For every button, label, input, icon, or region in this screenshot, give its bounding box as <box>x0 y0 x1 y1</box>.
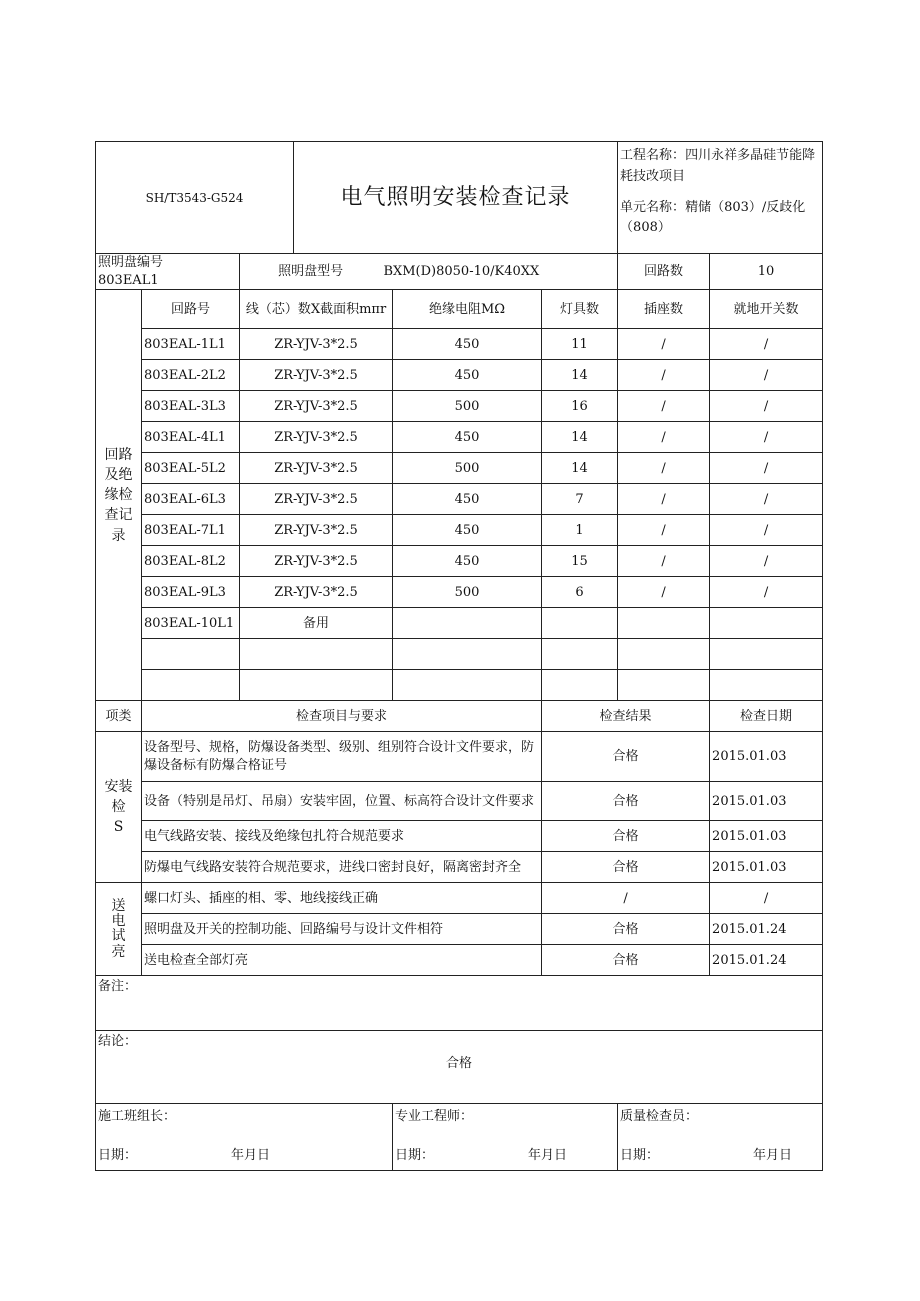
circuit-lamps <box>542 608 618 639</box>
power-test-group-label: 送 电 试 亮 <box>96 883 142 976</box>
circuit-sockets: / <box>618 515 710 546</box>
inspection-date: 2015.01.03 <box>710 821 823 852</box>
col-lamps: 灯具数 <box>542 290 618 329</box>
signature-inspector <box>618 1104 823 1171</box>
inspection-row <box>96 821 823 852</box>
circuit-cable: 备用 <box>240 608 393 639</box>
inspection-item: 设备（特别是吊灯、吊扇）安装牢固，位置、标高符合设计文件要求 <box>142 782 542 821</box>
form-code: SH/T3543-G524 <box>96 142 294 254</box>
circuit-switches: / <box>710 329 823 360</box>
col-result: 检查结果 <box>542 701 710 732</box>
circuit-sockets <box>618 639 710 670</box>
circuit-cable: ZR-YJV-3*2.5 <box>240 422 393 453</box>
circuit-sockets: / <box>618 422 710 453</box>
panel-number-value: 803EAL1 <box>98 272 159 288</box>
inspection-row <box>96 945 823 976</box>
circuit-id: 803EAL-1L1 <box>142 329 240 360</box>
circuit-lamps: 14 <box>542 360 618 391</box>
circuit-id: 803EAL-2L2 <box>142 360 240 391</box>
inspection-date: 2015.01.24 <box>710 945 823 976</box>
circuit-switches <box>710 670 823 701</box>
inspection-date: / <box>710 883 823 914</box>
inspection-row <box>96 852 823 883</box>
inspection-row <box>96 883 823 914</box>
circuit-sockets: / <box>618 577 710 608</box>
circuit-switches: / <box>710 515 823 546</box>
remarks: 备注： <box>96 976 823 1031</box>
circuit-lamps: 6 <box>542 577 618 608</box>
signature-role: 专业工程师： <box>395 1109 474 1125</box>
table-row <box>96 639 823 670</box>
circuit-section-label: 回路 及绝 缘检 查记 录 <box>96 290 142 701</box>
circuit-id: 803EAL-3L3 <box>142 391 240 422</box>
circuit-cable: ZR-YJV-3*2.5 <box>240 577 393 608</box>
circuit-lamps: 16 <box>542 391 618 422</box>
table-row <box>96 329 823 360</box>
circuit-lamps: 7 <box>542 484 618 515</box>
col-item: 检查项目与要求 <box>142 701 542 732</box>
inspection-result: 合格 <box>542 945 710 976</box>
circuit-lamps <box>542 670 618 701</box>
circuits-value: 10 <box>710 254 823 290</box>
circuit-cable: ZR-YJV-3*2.5 <box>240 484 393 515</box>
circuit-resistance <box>393 639 542 670</box>
circuit-resistance: 450 <box>393 422 542 453</box>
circuit-resistance: 500 <box>393 391 542 422</box>
conclusion <box>96 1031 823 1104</box>
inspection-item: 螺口灯头、插座的相、零、地线接线正确 <box>142 883 542 914</box>
circuit-switches <box>710 608 823 639</box>
circuit-sockets: / <box>618 484 710 515</box>
circuit-id: 803EAL-8L2 <box>142 546 240 577</box>
table-row <box>96 484 823 515</box>
install-group-label: 安装 检 S <box>96 732 142 883</box>
circuit-resistance: 450 <box>393 484 542 515</box>
col-cable: 线（芯）数X截面积mπr <box>240 290 393 329</box>
signature-date-label: 日期： <box>395 1147 435 1163</box>
circuit-switches: / <box>710 546 823 577</box>
circuit-id: 803EAL-5L2 <box>142 453 240 484</box>
form-table <box>95 141 823 1171</box>
signature-date-label: 日期： <box>98 1147 138 1163</box>
circuit-switches: / <box>710 360 823 391</box>
table-row <box>96 453 823 484</box>
circuit-id: 803EAL-4L1 <box>142 422 240 453</box>
inspection-item: 设备型号、规格，防爆设备类型、级别、组别符合设计文件要求，防爆设备标有防爆合格证号 <box>142 732 542 782</box>
inspection-item: 照明盘及开关的控制功能、回路编号与设计文件相符 <box>142 914 542 945</box>
col-category: 项类 <box>96 701 142 732</box>
col-sockets: 插座数 <box>618 290 710 329</box>
inspection-row <box>96 782 823 821</box>
circuit-lamps: 14 <box>542 453 618 484</box>
signature-date-value: 年月日 <box>753 1147 793 1163</box>
panel-model-label: 照明盘型号 <box>278 263 344 279</box>
panel-number-label: 照明盘编号 <box>98 255 164 271</box>
unit-name: 单元名称：精储（803）/反歧化（808） <box>620 199 806 236</box>
circuit-id: 803EAL-9L3 <box>142 577 240 608</box>
circuit-lamps: 11 <box>542 329 618 360</box>
inspection-result: / <box>542 883 710 914</box>
circuit-lamps: 1 <box>542 515 618 546</box>
inspection-item: 防爆电气线路安装符合规范要求，进线口密封良好，隔离密封齐全 <box>142 852 542 883</box>
circuit-sockets: / <box>618 391 710 422</box>
circuit-cable: ZR-YJV-3*2.5 <box>240 453 393 484</box>
table-row <box>96 670 823 701</box>
circuit-switches: / <box>710 577 823 608</box>
circuit-resistance: 450 <box>393 360 542 391</box>
circuit-sockets <box>618 670 710 701</box>
project-name: 工程名称：四川永祥多晶硅节能降耗技改项目 <box>620 148 816 184</box>
table-row <box>96 546 823 577</box>
table-row <box>96 391 823 422</box>
circuit-switches: / <box>710 422 823 453</box>
inspection-date: 2015.01.24 <box>710 914 823 945</box>
signature-engineer <box>393 1104 618 1171</box>
signature-date-label: 日期： <box>620 1147 660 1163</box>
table-row <box>96 360 823 391</box>
circuit-cable: ZR-YJV-3*2.5 <box>240 515 393 546</box>
circuit-sockets: / <box>618 453 710 484</box>
circuit-resistance <box>393 608 542 639</box>
circuit-cable <box>240 639 393 670</box>
circuit-cable: ZR-YJV-3*2.5 <box>240 391 393 422</box>
circuit-resistance: 450 <box>393 515 542 546</box>
col-date: 检查日期 <box>710 701 823 732</box>
circuit-cable: ZR-YJV-3*2.5 <box>240 546 393 577</box>
inspection-date: 2015.01.03 <box>710 782 823 821</box>
circuit-lamps: 15 <box>542 546 618 577</box>
inspection-result: 合格 <box>542 914 710 945</box>
circuit-id <box>142 670 240 701</box>
circuits-label: 回路数 <box>618 254 710 290</box>
inspection-item: 送电检查全部灯亮 <box>142 945 542 976</box>
circuit-sockets: / <box>618 546 710 577</box>
circuit-switches <box>710 639 823 670</box>
circuit-cable <box>240 670 393 701</box>
form-title: 电气照明安装检查记录 <box>294 142 618 254</box>
panel-model-value: BXM(D)8050-10/K40XX <box>383 263 540 279</box>
circuit-resistance: 500 <box>393 577 542 608</box>
inspection-row <box>96 914 823 945</box>
circuit-id: 803EAL-7L1 <box>142 515 240 546</box>
inspection-result: 合格 <box>542 782 710 821</box>
circuit-switches: / <box>710 453 823 484</box>
circuit-sockets: / <box>618 360 710 391</box>
circuit-resistance: 450 <box>393 329 542 360</box>
inspection-result: 合格 <box>542 821 710 852</box>
panel-info-left <box>96 254 240 290</box>
inspection-result: 合格 <box>542 732 710 782</box>
project-info <box>618 142 823 254</box>
circuit-id <box>142 639 240 670</box>
circuit-switches: / <box>710 391 823 422</box>
inspection-date: 2015.01.03 <box>710 732 823 782</box>
signature-date-value: 年月日 <box>231 1147 271 1163</box>
signature-date-value: 年月日 <box>528 1147 568 1163</box>
signature-role: 质量检查员： <box>620 1109 699 1125</box>
circuit-switches: / <box>710 484 823 515</box>
circuit-cable: ZR-YJV-3*2.5 <box>240 329 393 360</box>
circuit-id: 803EAL-6L3 <box>142 484 240 515</box>
circuit-cable: ZR-YJV-3*2.5 <box>240 360 393 391</box>
inspection-result: 合格 <box>542 852 710 883</box>
circuit-resistance: 450 <box>393 546 542 577</box>
conclusion-label: 结论： <box>98 1034 138 1050</box>
circuit-id: 803EAL-10L1 <box>142 608 240 639</box>
inspection-record-form <box>95 141 822 1171</box>
table-row <box>96 608 823 639</box>
conclusion-value: 合格 <box>446 1055 473 1071</box>
circuit-lamps: 14 <box>542 422 618 453</box>
inspection-date: 2015.01.03 <box>710 852 823 883</box>
circuit-resistance: 500 <box>393 453 542 484</box>
table-row <box>96 422 823 453</box>
circuit-lamps <box>542 639 618 670</box>
circuit-resistance <box>393 670 542 701</box>
table-row <box>96 577 823 608</box>
signature-role: 施工班组长： <box>98 1109 177 1125</box>
col-circuit-no: 回路号 <box>142 290 240 329</box>
col-switches: 就地开关数 <box>710 290 823 329</box>
inspection-row <box>96 732 823 782</box>
signature-team-leader <box>96 1104 393 1171</box>
inspection-item: 电气线路安装、接线及绝缘包扎符合规范要求 <box>142 821 542 852</box>
circuit-sockets: / <box>618 329 710 360</box>
col-resistance: 绝缘电阻MΩ <box>393 290 542 329</box>
circuit-sockets <box>618 608 710 639</box>
table-row <box>96 515 823 546</box>
panel-info-middle <box>240 254 618 290</box>
